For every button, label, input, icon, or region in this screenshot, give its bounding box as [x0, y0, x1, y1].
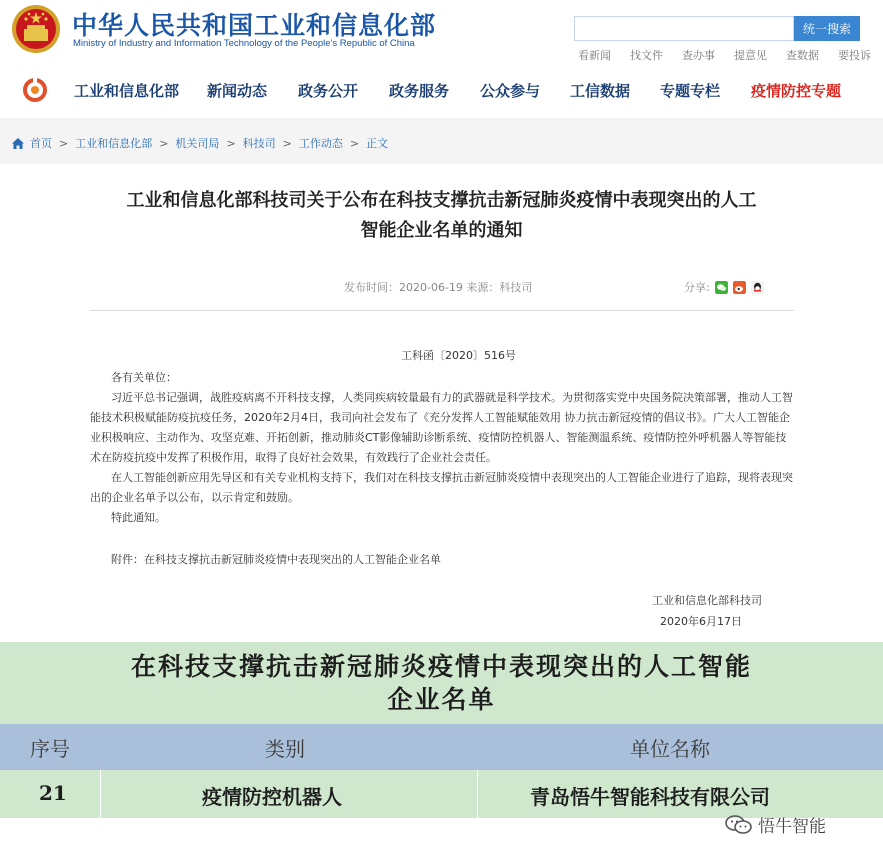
breadcrumb-separator: > [226, 136, 236, 150]
breadcrumb-current: 正文 [366, 137, 389, 150]
document-number: 工科函〔2020〕516号 [401, 349, 516, 362]
breadcrumb-separator: > [349, 136, 360, 150]
breadcrumb [12, 135, 388, 151]
column-header-category: 类别 [265, 737, 305, 761]
body-paragraph: 习近平总书记强调，战胜疫病离不开科技支撑，人类同疾病较量最有力的武器就是科学技术。为贯彻落实党中央国务院决策部署，推动人工智能技术积极赋能防疫抗疫任务，2020年2月4日，我司向社会发布了《充分发挥人工智能赋能效用 协力抗击新冠疫情的倡议书》。广大人工智能企业积极响应、主动作为、攻坚克难、开拓创新，推动肺炎CT影像辅助诊断系统、疫情防控机器人、智能测温系统、疫情防控外呼机器人等智能技术在防疫抗疫中发挥了积极作用，取得了良好社会效果，有效践行了企业社会责任。 [90, 391, 793, 464]
search-button[interactable]: 统一搜索 [794, 16, 860, 41]
main-nav [0, 72, 883, 108]
quick-link-services[interactable]: 查办事 [682, 49, 715, 62]
signature-org: 工业和信息化部科技司 [652, 594, 762, 607]
salutation: 各有关单位： [111, 371, 177, 384]
company-list-title [0, 642, 883, 724]
table-header [0, 724, 883, 770]
nav-item-public[interactable]: 公众参与 [480, 82, 541, 100]
quick-link-files[interactable]: 找文件 [630, 49, 663, 62]
share-bar [684, 279, 764, 295]
site-title[interactable]: 中华人民共和国工业和信息化部 [72, 11, 437, 40]
article-title-line: 智能企业名单的通知 [360, 220, 523, 241]
row-category: 疫情防控机器人 [202, 785, 342, 809]
title-divider [90, 310, 794, 311]
nav-item-data[interactable]: 工信数据 [570, 82, 631, 100]
table-row [0, 770, 883, 818]
breadcrumb-tech-dept[interactable]: 科技司 [242, 137, 276, 150]
watermark-text: 悟牛智能 [758, 817, 826, 837]
breadcrumb-home[interactable]: 首页 [30, 137, 52, 150]
breadcrumb-separator: > [59, 136, 69, 150]
column-header-number: 序号 [30, 737, 70, 761]
quick-link-feedback[interactable]: 提意见 [734, 49, 767, 62]
breadcrumb-separator: > [282, 136, 292, 150]
site-header [0, 0, 883, 62]
home-icon [12, 138, 24, 149]
wechat-share-icon[interactable] [715, 281, 728, 294]
row-company: 青岛悟牛智能科技有限公司 [530, 785, 770, 809]
nav-item-news[interactable]: 新闻动态 [207, 82, 268, 100]
watermark [724, 812, 826, 837]
breadcrumb-bar [0, 118, 883, 164]
signature-date: 2020年6月17日 [660, 615, 742, 628]
article-meta: 发布时间：2020-06-19 来源：科技司 [344, 281, 533, 294]
nav-item-gov-services[interactable]: 政务服务 [389, 82, 450, 100]
row-number: 21 [39, 781, 67, 805]
column-header-company: 单位名称 [630, 737, 710, 761]
article-title [100, 186, 783, 246]
national-emblem-icon [10, 3, 62, 55]
quick-links [578, 47, 883, 63]
breadcrumb-work-news[interactable]: 工作动态 [298, 137, 343, 150]
nav-item-epidemic[interactable]: 疫情防控专题 [751, 82, 842, 100]
miit-logo-icon [22, 78, 48, 102]
article-title-line: 工业和信息化部科技司关于公布在科技支撑抗击新冠肺炎疫情中表现突出的人工 [126, 190, 757, 211]
search-input[interactable] [574, 16, 794, 41]
breadcrumb-ministry[interactable]: 工业和信息化部 [75, 137, 153, 150]
column-divider [477, 770, 478, 818]
qq-share-icon[interactable] [751, 281, 764, 294]
column-divider [100, 770, 101, 818]
breadcrumb-separator: > [159, 136, 169, 150]
quick-link-data[interactable]: 查数据 [786, 49, 819, 62]
weibo-share-icon[interactable] [733, 281, 746, 294]
breadcrumb-departments[interactable]: 机关司局 [175, 137, 220, 150]
closing-line: 特此通知。 [111, 511, 166, 524]
nav-item-ministry[interactable]: 工业和信息化部 [74, 82, 180, 100]
nav-item-topics[interactable]: 专题专栏 [660, 82, 721, 100]
body-paragraph: 在人工智能创新应用先导区和有关专业机构支持下，我们对在科技支撑抗击新冠肺炎疫情中表现突出的人工智能企业进行了追踪，现将表现突出的企业名单予以公布，以示肯定和鼓励。 [90, 471, 793, 504]
quick-link-news[interactable]: 看新闻 [578, 49, 611, 62]
list-title-line: 企业名单 [387, 685, 496, 714]
article-body [90, 368, 795, 528]
nav-item-gov-affairs[interactable]: 政务公开 [298, 82, 359, 100]
wechat-watermark-icon [724, 814, 754, 836]
attachment-link[interactable]: 附件：在科技支撑抗击新冠肺炎疫情中表现突出的人工智能企业名单 [111, 553, 441, 566]
site-subtitle: Ministry of Industry and Information Technology of the People's Republic of China [73, 38, 415, 49]
quick-link-complaint[interactable]: 要投诉 [838, 49, 871, 62]
share-label: 分享: [684, 281, 710, 294]
list-title-line: 在科技支撑抗击新冠肺炎疫情中表现突出的人工智能 [130, 652, 752, 681]
